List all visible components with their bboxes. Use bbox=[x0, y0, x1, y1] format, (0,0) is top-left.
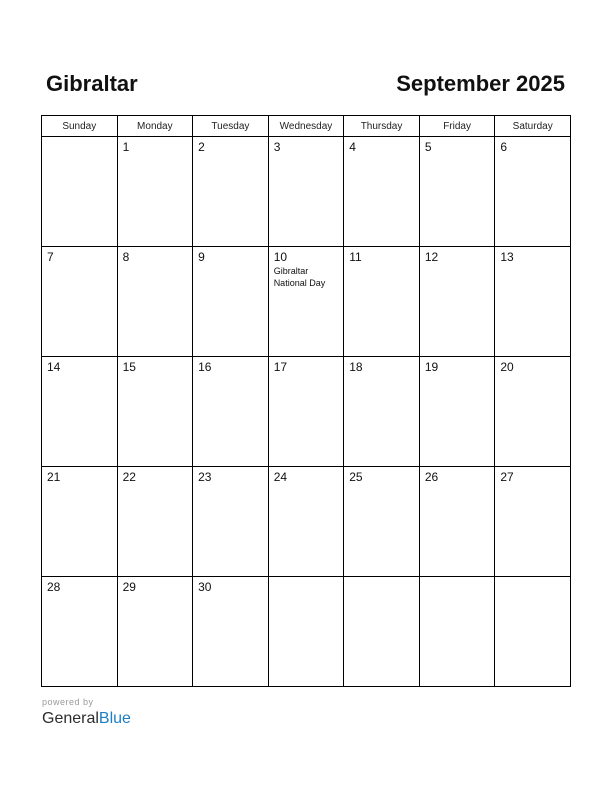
day-number: 16 bbox=[198, 360, 212, 374]
day-number: 26 bbox=[424, 470, 439, 484]
day-cell bbox=[193, 467, 269, 577]
day-cell bbox=[193, 137, 269, 247]
day-number: 15 bbox=[122, 360, 136, 374]
day-number: 2 bbox=[198, 140, 205, 154]
country-title: Gibraltar bbox=[46, 71, 138, 96]
weekday-header-row bbox=[42, 116, 571, 137]
day-number: 18 bbox=[349, 360, 363, 374]
day-number: 6 bbox=[500, 140, 508, 154]
day-number: 20 bbox=[500, 360, 514, 374]
day-number bbox=[420, 577, 495, 580]
day-cell bbox=[117, 247, 193, 357]
day-cell bbox=[344, 467, 420, 577]
day-cell bbox=[117, 137, 193, 247]
week-row bbox=[42, 577, 571, 687]
day-cell bbox=[193, 357, 269, 467]
day-cell bbox=[495, 357, 571, 467]
day-number bbox=[344, 577, 419, 580]
day-number: 5 bbox=[424, 140, 432, 154]
day-cell bbox=[117, 467, 193, 577]
day-cell bbox=[268, 357, 344, 467]
weekday-header: Friday bbox=[419, 116, 495, 137]
day-cell bbox=[419, 467, 495, 577]
day-cell bbox=[419, 137, 495, 247]
day-number: 14 bbox=[47, 360, 61, 374]
day-cell bbox=[495, 247, 571, 357]
day-cell bbox=[495, 577, 571, 687]
day-cell bbox=[42, 247, 118, 357]
month-year-title: September 2025 bbox=[396, 71, 565, 96]
day-cell bbox=[419, 577, 495, 687]
day-cell bbox=[193, 247, 269, 357]
calendar-grid bbox=[41, 115, 571, 687]
week-row bbox=[42, 137, 571, 247]
day-number: 13 bbox=[500, 250, 514, 264]
day-number bbox=[42, 137, 117, 140]
day-number: 17 bbox=[273, 360, 288, 374]
powered-by-text: powered by bbox=[42, 697, 94, 707]
day-number: 29 bbox=[122, 580, 136, 594]
footer bbox=[42, 697, 131, 729]
day-number: 4 bbox=[349, 140, 356, 154]
day-number: 8 bbox=[122, 250, 130, 264]
holiday-label: Gibraltar National Day bbox=[273, 266, 326, 288]
day-number: 1 bbox=[122, 140, 130, 154]
weekday-header: Saturday bbox=[495, 116, 571, 137]
day-number: 3 bbox=[273, 140, 281, 154]
week-row bbox=[42, 357, 571, 467]
day-cell bbox=[117, 577, 193, 687]
day-number: 7 bbox=[47, 250, 54, 264]
day-cell bbox=[268, 137, 344, 247]
weekday-header: Wednesday bbox=[268, 116, 344, 137]
day-cell bbox=[42, 357, 118, 467]
weekday-header: Thursday bbox=[344, 116, 420, 137]
day-number: 28 bbox=[47, 580, 61, 594]
day-cell bbox=[268, 577, 344, 687]
day-cell bbox=[419, 357, 495, 467]
generalblue-logo[interactable] bbox=[42, 709, 131, 729]
day-cell bbox=[495, 137, 571, 247]
day-number bbox=[269, 577, 344, 580]
day-number: 30 bbox=[198, 580, 212, 594]
day-number: 22 bbox=[122, 470, 136, 484]
day-cell bbox=[419, 247, 495, 357]
day-number: 9 bbox=[198, 250, 205, 264]
day-number: 27 bbox=[500, 470, 514, 484]
day-cell bbox=[344, 577, 420, 687]
weekday-header: Tuesday bbox=[193, 116, 269, 137]
day-cell bbox=[117, 357, 193, 467]
day-cell bbox=[268, 467, 344, 577]
day-number bbox=[495, 577, 570, 580]
day-number: 25 bbox=[349, 470, 363, 484]
weekday-header: Monday bbox=[117, 116, 193, 137]
day-cell bbox=[193, 577, 269, 687]
day-number: 23 bbox=[198, 470, 212, 484]
day-number: 24 bbox=[273, 470, 288, 484]
logo-general-text: General bbox=[42, 710, 99, 727]
day-cell bbox=[268, 247, 344, 357]
day-cell bbox=[42, 577, 118, 687]
day-number: 21 bbox=[47, 470, 61, 484]
day-cell bbox=[344, 137, 420, 247]
day-number: 12 bbox=[424, 250, 439, 264]
day-number: 19 bbox=[424, 360, 439, 374]
day-cell bbox=[344, 247, 420, 357]
week-row bbox=[42, 467, 571, 577]
logo-blue-text: Blue bbox=[98, 710, 131, 727]
day-cell bbox=[42, 467, 118, 577]
day-number: 10 bbox=[273, 250, 288, 264]
day-number: 11 bbox=[349, 250, 362, 264]
weekday-header: Sunday bbox=[42, 116, 118, 137]
day-cell bbox=[495, 467, 571, 577]
week-row bbox=[42, 247, 571, 357]
day-cell bbox=[42, 137, 118, 247]
day-cell bbox=[344, 357, 420, 467]
